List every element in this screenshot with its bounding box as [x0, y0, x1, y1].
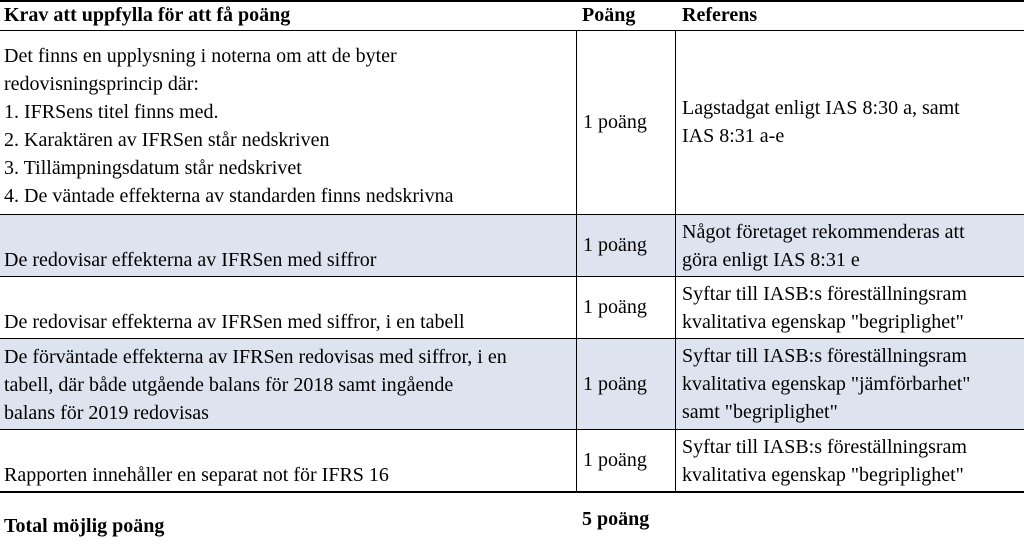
reference-text: kvalitativa egenskap "begriplighet" — [682, 464, 964, 486]
requirement-text: Rapporten innehåller en separat not för IFRS 16 — [4, 464, 389, 486]
reference-text: Syftar till IASB:s föreställningsram — [682, 283, 967, 305]
header-requirement: Krav att uppfylla för att få poäng — [4, 4, 291, 26]
reference-cell — [676, 338, 1024, 429]
requirement-text: De förväntade effekterna av IFRSen redovisas med siffror, i en — [4, 346, 507, 368]
reference-text: kvalitativa egenskap "begriplighet" — [682, 311, 964, 333]
row-divider — [0, 214, 1024, 215]
requirement-cell — [0, 30, 576, 214]
table-row — [0, 214, 1024, 276]
row-divider — [0, 429, 1024, 430]
requirement-text: tabell, där både utgående balans för 2018 samt ingående — [4, 374, 454, 396]
requirement-text: 3. Tillämpningsdatum står nedskrivet — [4, 157, 302, 179]
requirement-text: redovisningsprincip där: — [4, 73, 199, 95]
reference-cell — [676, 429, 1024, 491]
reference-cell — [676, 214, 1024, 276]
total-points: 5 poäng — [582, 508, 650, 530]
requirement-text: De redovisar effekterna av IFRSen med siffror — [4, 249, 377, 271]
points-cell — [576, 276, 676, 338]
reference-text: samt "begriplighet" — [682, 401, 838, 423]
points-text: 1 poäng — [583, 234, 647, 256]
requirement-cell — [0, 338, 576, 429]
row-divider — [0, 276, 1024, 277]
reference-text: Något företaget rekommenderas att — [682, 221, 965, 243]
points-cell — [576, 214, 676, 276]
points-text: 1 poäng — [583, 296, 647, 318]
row-divider — [0, 30, 1024, 31]
requirement-text: balans för 2019 redovisas — [4, 402, 209, 424]
row-divider — [0, 0, 1024, 2]
row-divider — [0, 338, 1024, 339]
requirement-cell — [0, 276, 576, 338]
requirement-text: 2. Karaktären av IFRSen står nedskriven — [4, 129, 330, 151]
points-cell — [576, 338, 676, 429]
requirement-text: Det finns en upplysning i noterna om att de byter — [4, 45, 397, 67]
table-row — [0, 429, 1024, 491]
reference-text: IAS 8:31 a-e — [682, 125, 785, 147]
table-row — [0, 338, 1024, 429]
header-reference: Referens — [682, 4, 758, 26]
reference-text: göra enligt IAS 8:31 e — [682, 249, 860, 271]
reference-text: Lagstadgat enligt IAS 8:30 a, samt — [682, 97, 960, 119]
reference-text: kvalitativa egenskap "jämförbarhet" — [682, 373, 971, 395]
requirement-text: 4. De väntade effekterna av standarden finns nedskrivna — [4, 185, 454, 207]
points-text: 1 poäng — [583, 111, 647, 133]
reference-text: Syftar till IASB:s föreställningsram — [682, 345, 967, 367]
points-cell — [576, 30, 676, 214]
header-points: Poäng — [582, 4, 636, 26]
points-cell — [576, 429, 676, 491]
total-label: Total möjlig poäng — [4, 515, 165, 537]
table-row — [0, 30, 1024, 214]
points-text: 1 poäng — [583, 449, 647, 471]
requirement-cell — [0, 214, 576, 276]
reference-cell — [676, 276, 1024, 338]
requirement-text: De redovisar effekterna av IFRSen med siffror, i en tabell — [4, 311, 465, 333]
points-text: 1 poäng — [583, 372, 647, 395]
row-divider — [0, 491, 1024, 493]
reference-text: Syftar till IASB:s föreställningsram — [682, 436, 967, 458]
requirement-text: 1. IFRSens titel finns med. — [4, 101, 219, 123]
reference-cell — [676, 30, 1024, 214]
table-row — [0, 276, 1024, 338]
requirement-cell — [0, 429, 576, 491]
